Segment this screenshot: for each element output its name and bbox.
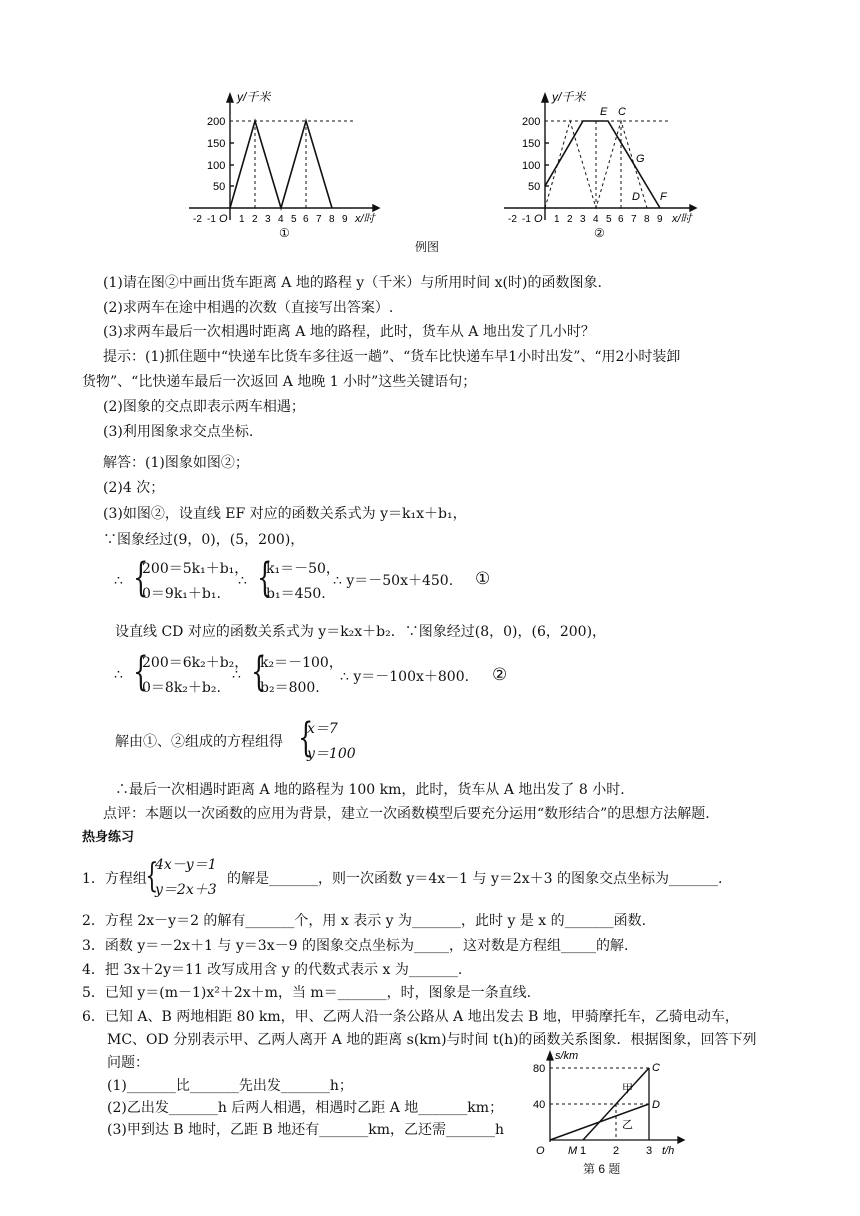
solution-3: (3)如图②，设直线 EF 对应的函数关系式为 y＝k₁x＋b₁， [103, 506, 467, 522]
sys2-brace-2: { [251, 649, 267, 695]
practice-2: 2．方程 2x－y＝2 的解有_______个，用 x 表示 y 为_______，此时 y 是 x 的_______函数. [82, 913, 647, 929]
solution-2: (2)4 次； [103, 480, 165, 496]
fig1-xtick-6: 6 [303, 214, 309, 225]
fig2-xtick-9: 9 [657, 214, 663, 225]
solution-5: 设直线 CD 对应的函数关系式为 y＝k₂x＋b₂．∵图象经过(8，0)，(6，200)， [115, 624, 607, 640]
solution-8: 点评：本题以一次函数的应用为背景，建立一次函数模型后要充分运用“数形结合”的思想方法解题. [103, 806, 710, 822]
sys1-res1: k₁＝－50， [266, 561, 340, 577]
fig2-y-label: y/千米 [552, 90, 586, 104]
fig2-label-C: C [618, 106, 626, 118]
practice-4: 4．把 3x＋2y＝11 改写成用含 y 的代数式表示 x 为_______. [82, 962, 463, 978]
question-2: (2)求两车在途中相遇的次数（直接写出答案）. [103, 300, 394, 316]
fig2-xtick-5: 5 [606, 214, 612, 225]
fig1-y-label: y/千米 [237, 90, 271, 104]
fig1-xtick-8: 8 [329, 214, 335, 225]
fig6-y-label: s/km [555, 1050, 579, 1062]
solution-4: ∵图象经过(9，0)，(5，200)， [103, 532, 305, 548]
hint-line-1: 提示：(1)抓住题中“快递车比货车多往返一趟”、“货车比快递车早1小时出发”、“用2小时装卸 [103, 349, 681, 365]
fig2-xtick-6: 6 [618, 214, 624, 225]
sys1-eq2: 0＝9k₁＋b₁. [142, 586, 221, 602]
sys2-final: ∴ y＝－100x＋800. [340, 669, 470, 685]
fig2-ytick-50: 50 [528, 181, 541, 193]
sys2-eq1: 200＝6k₂＋b₂， [142, 655, 249, 671]
graph-figure-2 [500, 88, 710, 238]
fig1-x-label: x/时 [355, 213, 375, 225]
fig2-caption: ② [594, 226, 605, 238]
solution-1: 解答：(1)图象如图②； [103, 455, 249, 471]
fig2-xtick-2: 2 [567, 214, 573, 225]
sys3-eq2: y＝100 [307, 746, 356, 762]
fig2-label-G: G [636, 153, 645, 165]
sys1-therefore: ∴ [114, 573, 123, 589]
fig6-label-D: D [652, 1099, 660, 1111]
fig1-xtick-5: 5 [291, 214, 297, 225]
fig6-label-C: C [652, 1062, 660, 1074]
fig1-ytick-150: 150 [207, 138, 226, 150]
practice-1-prefix: 1．方程组 [82, 871, 147, 887]
fig1-xtick-7: 7 [316, 214, 322, 225]
fig2-label-D: D [632, 191, 640, 203]
fig2-xtick-8: 8 [644, 214, 650, 225]
practice-6-q3: (3)甲到达 B 地时，乙距 B 地还有_______km，乙还需_______h [107, 1122, 504, 1138]
sys1-final: ∴ y＝－50x＋450. [333, 573, 454, 589]
sys3-eq1: x＝7 [307, 721, 338, 737]
fig1-xtick-m2: -2 [193, 214, 202, 225]
practice-5: 5．已知 y＝(m－1)x²＋2x＋m，当 m＝_______，时，图象是一条直线. [82, 985, 532, 1001]
hint-line-4: (3)利用图象求交点坐标. [103, 424, 254, 440]
practice-6-line-1: 6．已知 A、B 两地相距 80 km，甲、乙两人沿一条公路从 A 地出发去 B 地，甲骑摩托车，乙骑电动车， [82, 1009, 739, 1025]
fig2-xtick-1: 1 [554, 214, 560, 225]
sys2-res2: b₂＝800. [260, 680, 320, 696]
hint-line-3: (2)图象的交点即表示两车相遇； [103, 399, 305, 415]
solution-7: ∴最后一次相遇时距离 A 地的路程为 100 km，此时，货车从 A 地出发了 8 小时. [115, 782, 625, 798]
sys2-therefore: ∴ [114, 667, 123, 683]
fig6-ytick-40: 40 [533, 1099, 546, 1111]
fig6-caption: 第 6 题 [583, 1162, 621, 1176]
fig1-caption: ① [279, 226, 290, 238]
sys1-brace: { [133, 555, 149, 601]
fig1-xtick-m1: -1 [207, 214, 216, 225]
question-3: (3)求两车最后一次相遇时距离 A 地的路程，此时，货车从 A 地出发了几小时？ [103, 324, 595, 340]
sys2-therefore-2: ∴ [232, 667, 241, 683]
question-1: (1)请在图②中画出货车距离 A 地的路程 y（千米）与所用时间 x(时)的函数图象. [103, 275, 602, 291]
sys2-eq2: 0＝8k₂＋b₂. [142, 680, 221, 696]
graph-figure-1 [185, 88, 385, 238]
sys2-brace: { [133, 649, 149, 695]
fig2-label-F: F [660, 191, 667, 203]
fig6-xtick-3: 3 [646, 1145, 653, 1157]
fig1-origin: O [219, 213, 228, 225]
practice-heading: 热身练习 [82, 830, 135, 845]
practice-3: 3．函数 y＝－2x＋1 与 y＝3x－9 的图象交点坐标为_____，这对数是方程组_____的解. [82, 938, 629, 954]
fig6-xtick-2: 2 [613, 1145, 620, 1157]
practice-1-brace: { [145, 856, 159, 896]
hint-line-2: 货物”、“比快递车最后一次返回 A 地晚 1 小时”这些关键语句； [82, 374, 477, 390]
fig1-xtick-2: 2 [252, 214, 258, 225]
practice-6-q2: (2)乙出发_______h 后两人相遇，相遇时乙距 A 地_______km； [107, 1100, 504, 1116]
fig6-ytick-80: 80 [533, 1063, 546, 1075]
fig2-ytick-150: 150 [522, 138, 541, 150]
practice-1-eq1: 4x－y＝1 [155, 857, 217, 873]
fig2-label-E: E [600, 106, 608, 118]
practice-1-suffix: 的解是_______，则一次函数 y＝4x－1 与 y＝2x＋3 的图象交点坐标为_______. [227, 871, 723, 887]
fig1-xtick-3: 3 [265, 214, 271, 225]
fig1-ytick-50: 50 [213, 181, 226, 193]
sys1-eq1: 200＝5k₁＋b₁， [142, 561, 249, 577]
sys1-therefore-2: ∴ [238, 573, 247, 589]
fig6-label-M: M [568, 1145, 578, 1157]
practice-6-line-2: MC、OD 分别表示甲、乙两人离开 A 地的距离 s(km)与时间 t(h)的函数关系图象．根据图象，回答下列 [107, 1032, 757, 1048]
fig6-x-label: t/h [662, 1145, 675, 1157]
fig1-ytick-100: 100 [207, 160, 226, 172]
fig2-xtick-7: 7 [631, 214, 637, 225]
practice-6-q1: (1)_______比_______先出发_______h； [107, 1078, 353, 1094]
solution-6-prefix: 解由①、②组成的方程组得 [115, 734, 283, 750]
fig2-xtick-m2: -2 [508, 214, 517, 225]
fig2-x-label: x/时 [672, 213, 692, 225]
sys1-res2: b₁＝450. [266, 586, 326, 602]
sys2-res1: k₂＝－100， [260, 655, 343, 671]
practice-1-eq2: y＝2x＋3 [155, 882, 217, 898]
practice-6-line-3: 问题： [107, 1055, 149, 1071]
fig2-xtick-m1: -1 [522, 214, 531, 225]
sys1-brace-2: { [257, 555, 273, 601]
fig2-ytick-200: 200 [522, 116, 541, 128]
fig6-origin: O [536, 1145, 545, 1157]
fig6-xtick-1: 1 [580, 1145, 587, 1157]
fig2-xtick-4: 4 [593, 214, 599, 225]
sys2-mark: ② [492, 665, 508, 685]
sys1-mark: ① [475, 569, 491, 589]
fig2-xtick-3: 3 [580, 214, 586, 225]
fig6-label-yi: 乙 [622, 1119, 633, 1131]
figures-caption: 例图 [415, 240, 440, 254]
fig2-origin: O [534, 213, 543, 225]
fig2-ytick-100: 100 [522, 160, 541, 172]
fig1-xtick-4: 4 [278, 214, 284, 225]
fig1-xtick-9: 9 [342, 214, 348, 225]
fig6-label-jia: 甲 [622, 1083, 633, 1095]
sys3-brace: { [298, 715, 314, 761]
fig1-xtick-1: 1 [239, 214, 245, 225]
fig1-ytick-200: 200 [207, 116, 226, 128]
